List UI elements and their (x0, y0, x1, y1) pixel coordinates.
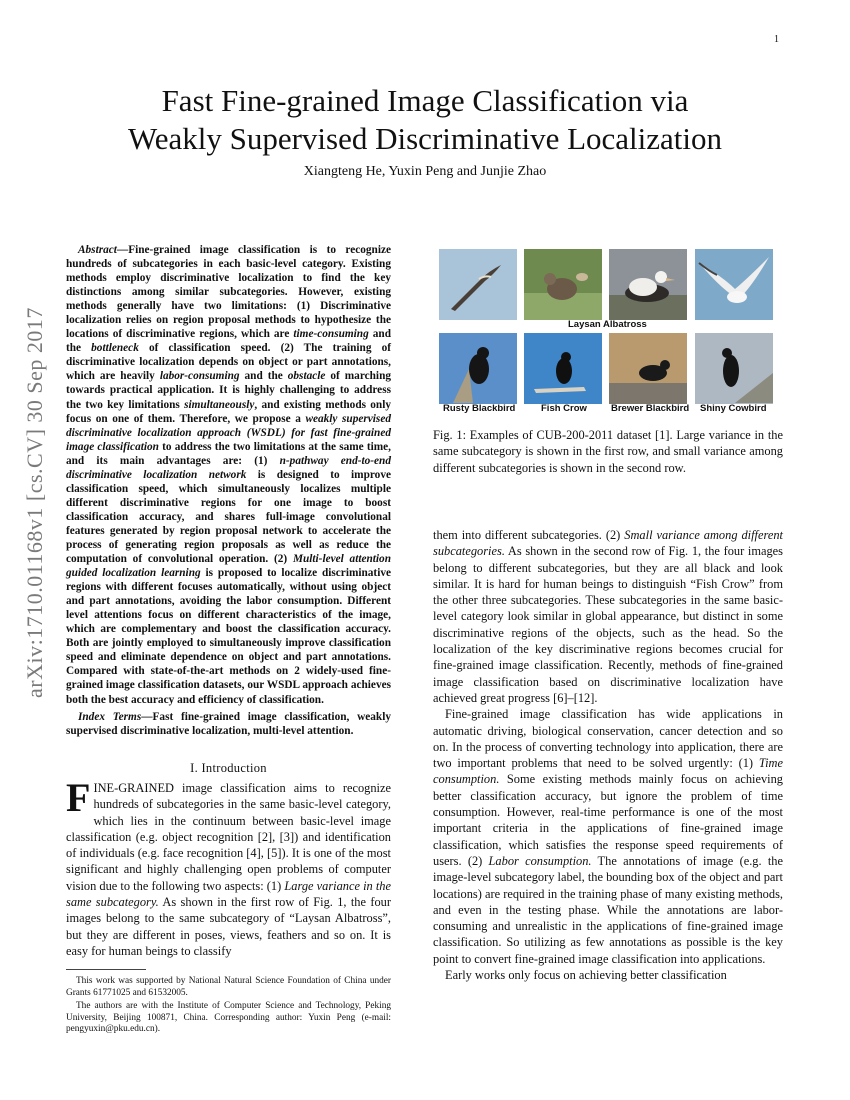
abstract (66, 243, 391, 707)
paragraph: Early works only focus on achieving better classification (445, 968, 727, 983)
footnote-affiliation: The authors are with the Institute of Computer Science and Technology, Peking University, Beijing 100871, China. Corresponding author: Yuxin Peng (e-mail: pengyuxin@pku.edu.cn). (66, 1001, 391, 1034)
label-shiny-cowbird: Shiny Cowbird (700, 403, 767, 414)
label-rusty-blackbird: Rusty Blackbird (443, 403, 516, 414)
paragraph: them into different subcategories. (2) Small variance among different subcategories. As shown in the second row of Fig. 1, the four images belong to different subcategories, but they are all black and look similar. It is hard for human beings to distinguish “Fish Crow” from the other three subcategories. These subcategories in the same basic-level category look similar in global appearance, but distinct in some discriminative regions of the objects, such as the head. So the localization of the key discriminative regions becomes crucial for fine-grained image classification. Recently, methods of fine-grained image classification based on discriminative localization have achieved great progress [6]–[12]. (433, 528, 783, 705)
footnote-divider (66, 969, 146, 970)
paper-title (60, 82, 790, 158)
shiny-cowbird-image (695, 333, 773, 404)
footnote-funding: This work was supported by National Natural Science Foundation of China under Grants 61771025 and 61532005. (66, 976, 391, 998)
right-column-text (433, 527, 783, 983)
brewer-blackbird-image (609, 333, 687, 404)
rusty-blackbird-image (439, 333, 517, 404)
albatross-image-1 (439, 249, 517, 320)
index-terms-label: Index Terms (78, 711, 142, 723)
page-number: 1 (774, 34, 779, 45)
title-line-2: Weakly Supervised Discriminative Localization (127, 121, 723, 156)
drop-cap: F (66, 775, 91, 820)
albatross-image-2 (524, 249, 602, 320)
figure-1 (437, 247, 782, 417)
arxiv-identifier: arXiv:1710.01168v1 [cs.CV] 30 Sep 2017 (22, 307, 47, 698)
section-heading: I. Introduction (190, 761, 267, 775)
figure-caption: Fig. 1: Examples of CUB-200-2011 dataset [1]. Large variance in the same subcategory is shown in the first row, and small variance among different subcategories is shown in the second row. (433, 428, 783, 475)
title-line-1: Fast Fine-grained Image Classification via (161, 83, 689, 118)
introduction-text: FINE-GRAINED image classification aims to recognize hundreds of subcategories in the same basic-level category, which lies in the continuum between basic-level image classification (e.g. object recognition [2], [3]) and identification of individuals (e.g. face recognition [4], [5]). It is one of the most significant and highly challenging open problems of computer vision due to the following two aspects: (1) Large variance in the same subcategory. As shown in the first row of Fig. 1, the four images belong to the same subcategory of “Laysan Albatross”, but they are different in poses, views, feathers and so on. It is easy for human beings to classify (66, 775, 392, 958)
label-fish-crow: Fish Crow (541, 403, 587, 414)
fish-crow-image (524, 333, 602, 404)
author-list: Xiangteng He, Yuxin Peng and Junjie Zhao (303, 164, 547, 179)
abstract-paragraph: Abstract—Fine-grained image classification is to recognize hundreds of subcategories in each basic-level category. Existing methods employ discriminative localization to find the key distinctions among similar subcategories. However, existing methods generally have two limitations: (1) Discriminative localization relies on region proposal methods to hypothesize the locations of discriminative regions, which are time-consuming and the bottleneck of classification speed. (2) The training of discriminative localization depends on object or part annotations, which are heavily labor-consuming and the obstacle of marching towards practical application. It is highly challenging to address the two key limitations simultaneously, and existing methods only focus on one of them. Therefore, we propose a weakly supervised discriminative localization approach (WSDL) for fast fine-grained image classification to address the two limitations at the same time, and its main advantages are: (1) n-pathway end-to-end discriminative localization network is designed to improve classification speed, which simultaneously localizes multiple different discriminative regions for one image to boost classification accuracy, and shares full-image convolutional features generated by region proposal network to accelerate the process of generating region proposals as well as reduce the computation of convolutional operation. (2) Multi-level attention guided localization learning is proposed to localize discriminative regions with different focuses automatically, without using object and part annotations, avoiding the labor consumption. Different level attentions focus on different characteristics of the image, which are complementary and boost the classification accuracy. Both are jointly employed to simultaneously improve classification speed and eliminate dependence on object and part annotations. Compared with state-of-the-art methods on 2 widely-used fine-grained image classification datasets, our WSDL approach achieves both the best accuracy and efficiency of classification. (66, 244, 392, 706)
label-brewer-blackbird: Brewer Blackbird (611, 403, 690, 414)
abstract-label: Abstract (78, 244, 117, 256)
label-laysan-albatross: Laysan Albatross (568, 319, 647, 330)
albatross-image-3 (609, 249, 687, 320)
footnotes (66, 976, 391, 1038)
paragraph: Fine-grained image classification has wide applications in automatic driving, biological conservation, cancer detection and so on. In the process of converting technology into application, there are two important problems that need to be solved urgently: (1) Time consumption. Some existing methods mainly focus on achieving better classification accuracy, but ignore the problem of time consumption. However, real-time performance is one of the most important criteria in the applications of fine-grained image classification, which satisfies the response speed requirements of users. (2) Labor consumption. The annotations of image (e.g. the image-level subcategory label, the bounding box of the object and part locations) are required in the training phase of many existing methods, and even in the testing phase. While the annotations are labor-consuming and unrealistic in the applications of fine-grained image classification. So utilizing as few annotations as possible is the key point to convert fine-grained image classification into applications. (433, 707, 783, 966)
index-terms: Index Terms—Fast fine-grained image classification, weakly supervised discriminative localization, multi-level attention. (66, 711, 391, 738)
albatross-image-4 (695, 249, 773, 320)
